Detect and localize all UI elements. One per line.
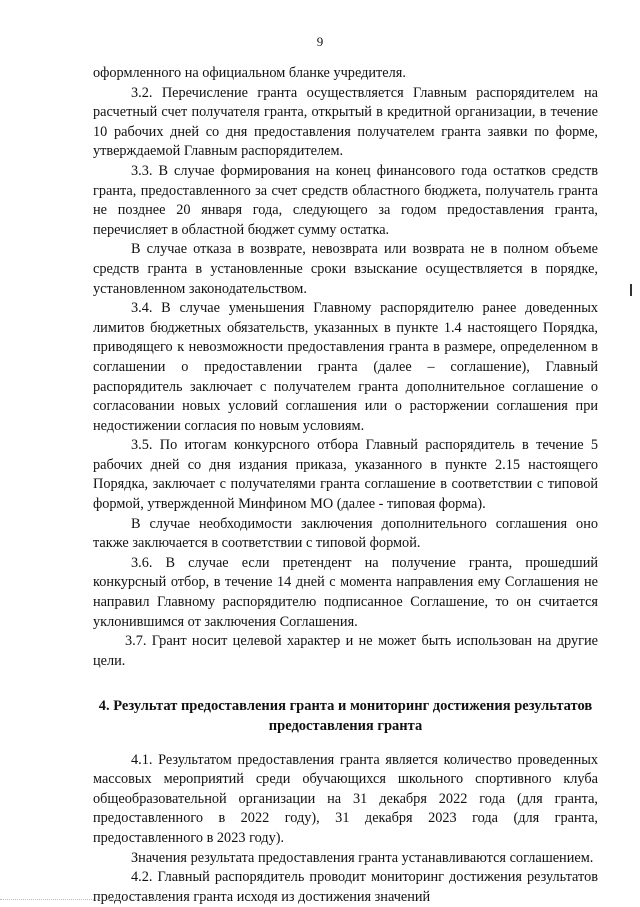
paragraph-result-values: Значения результата предоставления гранта устанавливаются соглашением. [131,849,594,866]
paragraph-3-6: 3.6. В случае если претендент на получение гранта, прошедший конкурсный отбор, в течение 14 дней с момента направления ему Соглашения не направил Главному распорядителю подписанное Соглашение, то он считается уклонившимся от заключения Соглашения. [93,554,598,630]
paragraph-3-5: 3.5. По итогам конкурсного отбора Главный распорядитель в течение 5 рабочих дней со дня издания приказа, указанного в пункте 2.15 настоящего Порядка, заключает с получателями гранта соглашение в соответствии с типовой формой, утвержденной Минфином МО (далее - типовая форма). [93,437,598,513]
paragraph-4-2: 4.2. Главный распорядитель проводит мониторинг достижения результатов предоставления гранта исходя из достижения значений [93,869,598,905]
margin-mark [630,284,632,296]
paragraph-additional-agreement: В случае необходимости заключения дополнительного соглашения оно также заключается в соответствии с типовой формой. [93,515,598,552]
section-heading: 4. Результат предоставления гранта и мониторинг достижения результатов предоставления гранта [98,698,593,734]
paragraph-3-4: 3.4. В случае уменьшения Главному распорядителю ранее доведенных лимитов бюджетных обязательств, указанных в пункте 1.4 настоящего Порядка, приводящего к невозможности предоставления гранта в размере, определенном в соглашении о предоставлении гранта (далее – соглашение), Главный распорядитель заключает с получателем гранта дополнительное соглашение о согласовании новых условий соглашения или о расторжении соглашения при недостижении согласия по новым условиям. [93,300,598,434]
paragraph-continuation: оформленного на официальном бланке учредителя. [93,65,406,81]
paragraph-3-7: 3.7. Грант носит целевой характер и не может быть использован на другие цели. [93,633,598,669]
paragraph-refund: В случае отказа в возврате, невозврата или возврата не в полном объеме средств гранта в установленные сроки взыскание осуществляется в порядке, установленном законодательством. [93,241,598,297]
document-body [93,64,598,907]
paragraph-4-1: 4.1. Результатом предоставления гранта является количество проведенных массовых мероприятий среди обучающихся школьного спортивного клуба общеобразовательной организации на 31 декабря 2022 года (для гранта, предоставленного в 2022 году), 31 декабря 2023 года (для гранта, предоставленного в 2023 году). [93,751,598,846]
page-number: 9 [316,34,324,49]
paragraph-3-2: 3.2. Перечисление гранта осуществляется Главным распорядителем на расчетный счет получателя гранта, открытый в кредитной организации, в течение 10 рабочих дней со дня предоставления получателем гранта заявки по форме, утверждаемой Главным распорядителем. [93,84,598,160]
scan-artifact-line [0,899,170,900]
paragraph-3-3: 3.3. В случае формирования на конец финансового года остатков средств гранта, предоставленного за счет средств областного бюджета, получатель гранта не позднее 20 января года, следующего за годом предоставления гранта, перечисляет в областной бюджет сумму остатка. [93,162,598,238]
